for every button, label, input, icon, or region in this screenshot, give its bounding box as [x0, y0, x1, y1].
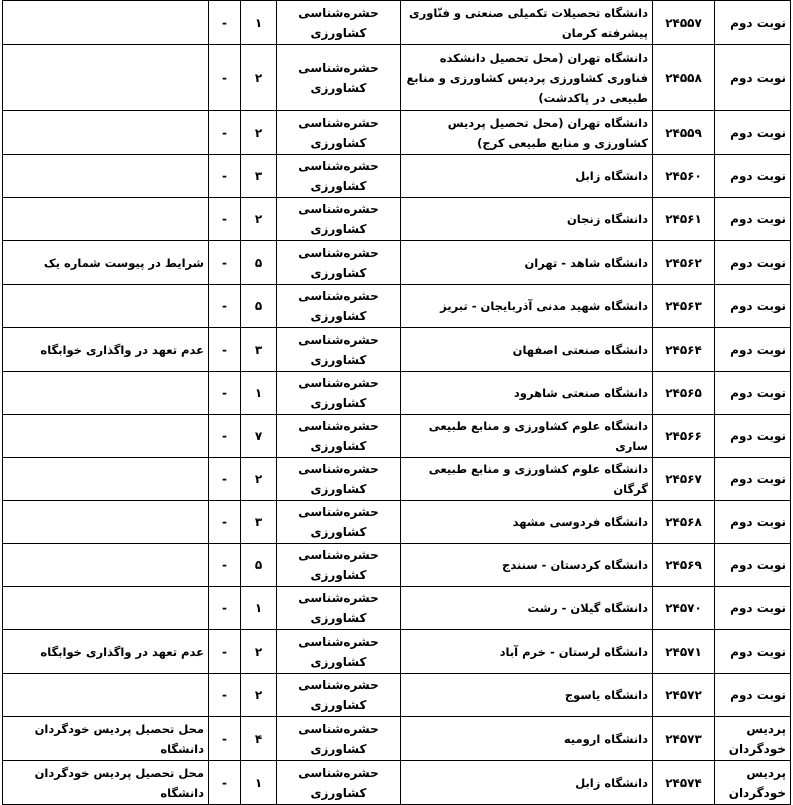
note-cell — [3, 198, 209, 241]
program-code-cell: ۲۴۵۷۳ — [653, 717, 715, 761]
table-row — [3, 372, 791, 415]
admission-type-cell: نوبت دوم — [715, 155, 791, 198]
field-of-study-cell: حشره‌شناسی کشاورزی — [277, 241, 401, 285]
note-cell: عدم تعهد در واگذاری خوابگاه — [3, 630, 209, 674]
program-code-cell: ۲۴۵۶۵ — [653, 372, 715, 415]
capacity-cell: ۱ — [241, 372, 277, 415]
university-cell: دانشگاه لرستان - خرم آباد — [401, 630, 653, 674]
field-of-study-cell: حشره‌شناسی کشاورزی — [277, 415, 401, 458]
university-cell: دانشگاه تحصیلات تکمیلی صنعتی و فنّاوری پیشرفته کرمان — [401, 1, 653, 45]
university-cell: دانشگاه زابل — [401, 761, 653, 805]
note-cell — [3, 1, 209, 45]
program-code-cell: ۲۴۵۶۷ — [653, 458, 715, 501]
university-cell: دانشگاه کردستان - سنندج — [401, 544, 653, 587]
university-cell: دانشگاه شاهد - تهران — [401, 241, 653, 285]
gender-cell: - — [209, 285, 241, 328]
table-row — [3, 285, 791, 328]
gender-cell: - — [209, 544, 241, 587]
university-cell: دانشگاه زابل — [401, 155, 653, 198]
admission-type-cell: نوبت دوم — [715, 241, 791, 285]
field-of-study-cell: حشره‌شناسی کشاورزی — [277, 717, 401, 761]
note-cell — [3, 674, 209, 717]
gender-cell: - — [209, 241, 241, 285]
table-row — [3, 674, 791, 717]
field-of-study-cell: حشره‌شناسی کشاورزی — [277, 587, 401, 630]
field-of-study-cell: حشره‌شناسی کشاورزی — [277, 372, 401, 415]
field-of-study-cell: حشره‌شناسی کشاورزی — [277, 630, 401, 674]
capacity-cell: ۲ — [241, 630, 277, 674]
field-of-study-cell: حشره‌شناسی کشاورزی — [277, 544, 401, 587]
field-of-study-cell: حشره‌شناسی کشاورزی — [277, 198, 401, 241]
program-code-cell: ۲۴۵۶۸ — [653, 501, 715, 544]
admission-type-cell: نوبت دوم — [715, 45, 791, 111]
gender-cell: - — [209, 45, 241, 111]
table-row — [3, 415, 791, 458]
university-cell: دانشگاه یاسوج — [401, 674, 653, 717]
gender-cell: - — [209, 415, 241, 458]
table-row — [3, 587, 791, 630]
field-of-study-cell: حشره‌شناسی کشاورزی — [277, 458, 401, 501]
program-code-cell: ۲۴۵۶۴ — [653, 328, 715, 372]
admission-type-cell: نوبت دوم — [715, 674, 791, 717]
table-row — [3, 717, 791, 761]
table-row — [3, 761, 791, 805]
note-cell — [3, 587, 209, 630]
gender-cell: - — [209, 372, 241, 415]
program-code-cell: ۲۴۵۶۰ — [653, 155, 715, 198]
admission-type-cell: نوبت دوم — [715, 198, 791, 241]
gender-cell: - — [209, 198, 241, 241]
program-code-cell: ۲۴۵۷۲ — [653, 674, 715, 717]
admission-type-cell: نوبت دوم — [715, 1, 791, 45]
field-of-study-cell: حشره‌شناسی کشاورزی — [277, 155, 401, 198]
admission-type-cell: نوبت دوم — [715, 587, 791, 630]
gender-cell: - — [209, 717, 241, 761]
note-cell — [3, 285, 209, 328]
university-cell: دانشگاه ارومیه — [401, 717, 653, 761]
field-of-study-cell: حشره‌شناسی کشاورزی — [277, 1, 401, 45]
program-code-cell: ۲۴۵۶۱ — [653, 198, 715, 241]
gender-cell: - — [209, 501, 241, 544]
capacity-cell: ۲ — [241, 458, 277, 501]
program-code-cell: ۲۴۵۵۸ — [653, 45, 715, 111]
admission-type-cell: پردیس خودگردان — [715, 761, 791, 805]
gender-cell: - — [209, 328, 241, 372]
university-cell: دانشگاه فردوسی مشهد — [401, 501, 653, 544]
table-row — [3, 501, 791, 544]
admission-type-cell: پردیس خودگردان — [715, 717, 791, 761]
note-cell — [3, 111, 209, 155]
university-cell: دانشگاه صنعتی شاهرود — [401, 372, 653, 415]
note-cell — [3, 372, 209, 415]
program-code-cell: ۲۴۵۶۹ — [653, 544, 715, 587]
table-row — [3, 241, 791, 285]
table-row — [3, 630, 791, 674]
capacity-cell: ۴ — [241, 717, 277, 761]
university-cell: دانشگاه گیلان - رشت — [401, 587, 653, 630]
table-row — [3, 1, 791, 45]
note-cell: محل تحصیل پردیس خودگردان دانشگاه — [3, 717, 209, 761]
capacity-cell: ۵ — [241, 285, 277, 328]
capacity-cell: ۲ — [241, 111, 277, 155]
gender-cell: - — [209, 630, 241, 674]
table-row — [3, 111, 791, 155]
table-row — [3, 544, 791, 587]
admission-type-cell: نوبت دوم — [715, 111, 791, 155]
admission-type-cell: نوبت دوم — [715, 501, 791, 544]
note-cell — [3, 501, 209, 544]
program-code-cell: ۲۴۵۵۷ — [653, 1, 715, 45]
note-cell: عدم تعهد در واگذاری خوابگاه — [3, 328, 209, 372]
note-cell: شرایط در پیوست شماره یک — [3, 241, 209, 285]
table-body — [3, 1, 791, 805]
field-of-study-cell: حشره‌شناسی کشاورزی — [277, 111, 401, 155]
admission-type-cell: نوبت دوم — [715, 458, 791, 501]
admission-type-cell: نوبت دوم — [715, 372, 791, 415]
table-row — [3, 155, 791, 198]
university-cell: دانشگاه تهران (محل تحصیل دانشکده فناوری کشاورزی پردیس کشاورزی و منابع طبیعی در پاکدشت) — [401, 45, 653, 111]
admission-type-cell: نوبت دوم — [715, 630, 791, 674]
gender-cell: - — [209, 587, 241, 630]
note-cell — [3, 155, 209, 198]
note-cell — [3, 415, 209, 458]
note-cell — [3, 45, 209, 111]
capacity-cell: ۱ — [241, 761, 277, 805]
program-code-cell: ۲۴۵۶۲ — [653, 241, 715, 285]
gender-cell: - — [209, 674, 241, 717]
table-row — [3, 45, 791, 111]
admission-type-cell: نوبت دوم — [715, 415, 791, 458]
program-code-cell: ۲۴۵۷۴ — [653, 761, 715, 805]
note-cell — [3, 544, 209, 587]
note-cell: محل تحصیل پردیس خودگردان دانشگاه — [3, 761, 209, 805]
admission-type-cell: نوبت دوم — [715, 328, 791, 372]
program-code-cell: ۲۴۵۵۹ — [653, 111, 715, 155]
capacity-cell: ۲ — [241, 674, 277, 717]
admission-type-cell: نوبت دوم — [715, 285, 791, 328]
university-cell: دانشگاه علوم کشاورزی و منابع طبیعی گرگان — [401, 458, 653, 501]
note-cell — [3, 458, 209, 501]
program-code-cell: ۲۴۵۷۰ — [653, 587, 715, 630]
field-of-study-cell: حشره‌شناسی کشاورزی — [277, 45, 401, 111]
field-of-study-cell: حشره‌شناسی کشاورزی — [277, 285, 401, 328]
capacity-cell: ۲ — [241, 45, 277, 111]
capacity-cell: ۳ — [241, 328, 277, 372]
university-cell: دانشگاه علوم کشاورزی و منابع طبیعی ساری — [401, 415, 653, 458]
table-row — [3, 458, 791, 501]
capacity-cell: ۷ — [241, 415, 277, 458]
capacity-cell: ۵ — [241, 544, 277, 587]
table-row — [3, 328, 791, 372]
field-of-study-cell: حشره‌شناسی کشاورزی — [277, 674, 401, 717]
table-row — [3, 198, 791, 241]
program-table — [2, 0, 791, 805]
gender-cell: - — [209, 111, 241, 155]
capacity-cell: ۱ — [241, 587, 277, 630]
capacity-cell: ۲ — [241, 198, 277, 241]
field-of-study-cell: حشره‌شناسی کشاورزی — [277, 328, 401, 372]
program-code-cell: ۲۴۵۶۳ — [653, 285, 715, 328]
capacity-cell: ۵ — [241, 241, 277, 285]
university-cell: دانشگاه صنعتی اصفهان — [401, 328, 653, 372]
gender-cell: - — [209, 1, 241, 45]
university-cell: دانشگاه شهید مدنی آذربایجان - تبریز — [401, 285, 653, 328]
capacity-cell: ۳ — [241, 501, 277, 544]
gender-cell: - — [209, 155, 241, 198]
gender-cell: - — [209, 458, 241, 501]
capacity-cell: ۳ — [241, 155, 277, 198]
university-cell: دانشگاه زنجان — [401, 198, 653, 241]
program-code-cell: ۲۴۵۶۶ — [653, 415, 715, 458]
admission-type-cell: نوبت دوم — [715, 544, 791, 587]
program-code-cell: ۲۴۵۷۱ — [653, 630, 715, 674]
field-of-study-cell: حشره‌شناسی کشاورزی — [277, 761, 401, 805]
field-of-study-cell: حشره‌شناسی کشاورزی — [277, 501, 401, 544]
capacity-cell: ۱ — [241, 1, 277, 45]
university-cell: دانشگاه تهران (محل تحصیل پردیس کشاورزی و منابع طبیعی کرج) — [401, 111, 653, 155]
gender-cell: - — [209, 761, 241, 805]
